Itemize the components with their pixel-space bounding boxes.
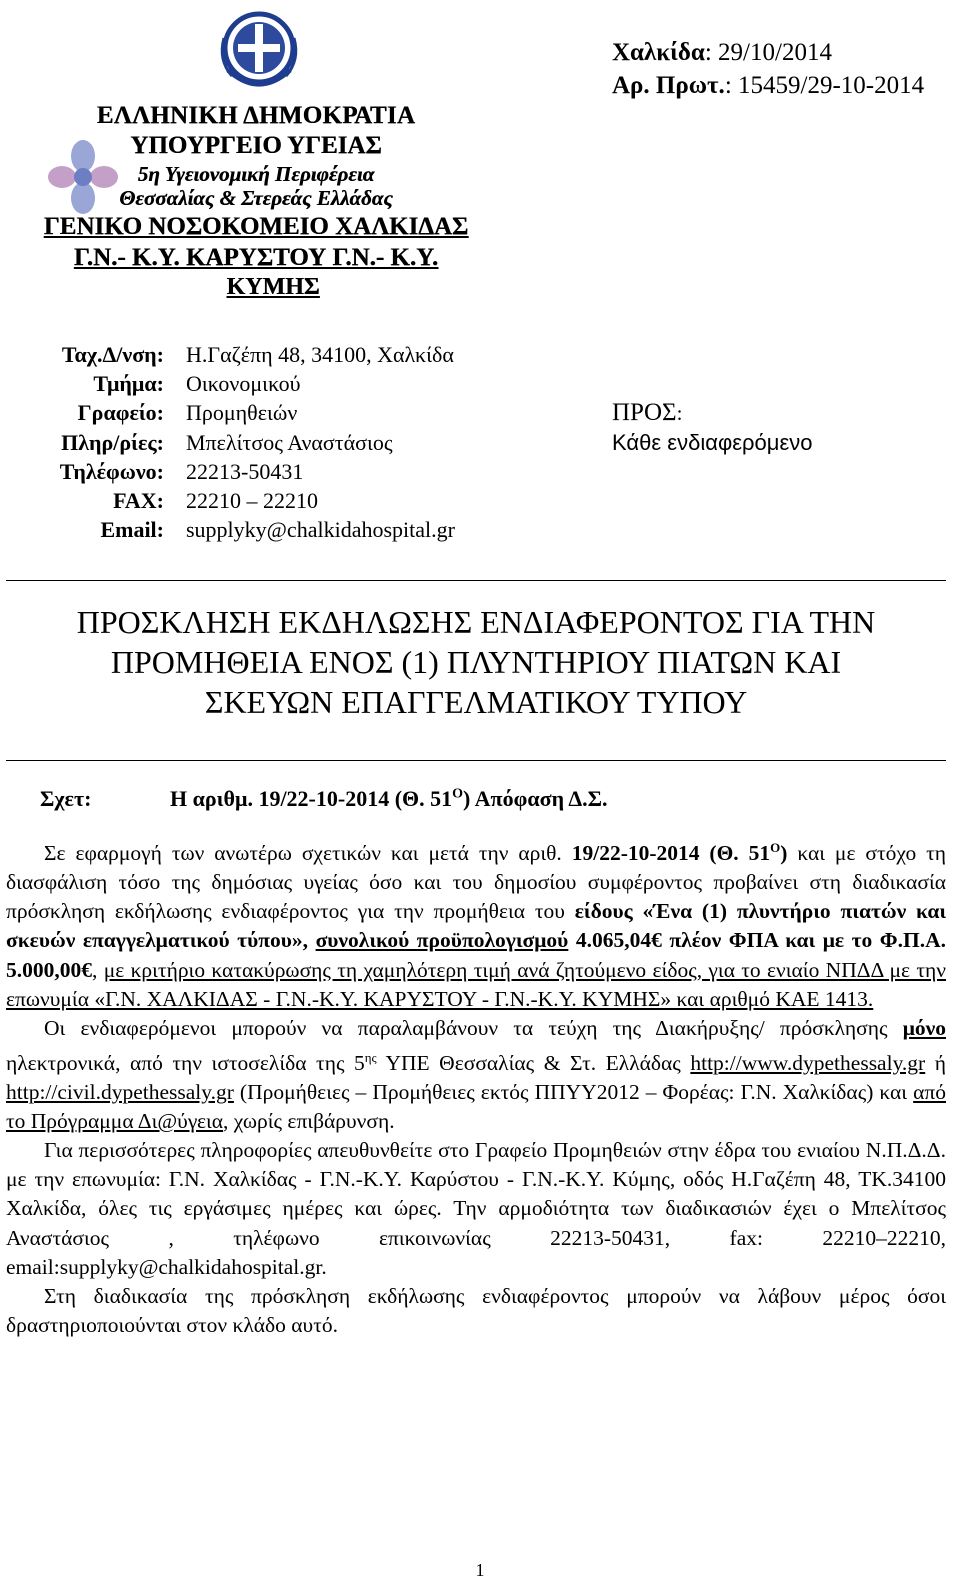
- info-row-email: [14, 515, 455, 544]
- info-row-office: [14, 398, 455, 427]
- reference-superscript: Ο: [452, 786, 464, 802]
- letterhead: [22, 8, 490, 308]
- civil-dypethessaly-link[interactable]: http://civil.dypethessaly.gr: [6, 1080, 234, 1105]
- info-label: Τμήμα:: [93, 371, 164, 397]
- divider-bottom: [6, 760, 946, 761]
- reference-text-end: ) Απόφαση Δ.Σ.: [463, 786, 608, 811]
- date-line: [612, 36, 924, 69]
- info-value: Προμηθειών: [186, 400, 298, 426]
- date-value: : 29/10/2014: [704, 39, 832, 66]
- info-row-phone: [14, 457, 455, 486]
- info-label: Email:: [100, 517, 164, 543]
- info-value: supplyky@chalkidahospital.gr: [186, 517, 455, 543]
- info-value: 22213-50431: [186, 458, 304, 484]
- recipient-title: [612, 397, 812, 429]
- subject-line-2: ΠΡΟΜΗΘΕΙΑ ΕΝΟΣ (1) ΠΛΥΝΤΗΡΙΟΥ ΠΙΑΤΩΝ ΚΑΙ: [110, 644, 842, 680]
- info-value: 22210 – 22210: [186, 488, 318, 514]
- reference-text: Η αριθμ. 19/22-10-2014 (Θ. 51: [170, 786, 453, 811]
- info-label: FAX:: [113, 488, 164, 514]
- protocol-line: [612, 69, 924, 102]
- info-label: Ταχ.Δ/νση:: [61, 342, 164, 367]
- p1-decision-close: ): [780, 841, 788, 866]
- date-block: [612, 36, 924, 102]
- p2-text-5: , χωρίς επιβάρυνση.: [223, 1109, 395, 1134]
- paragraph-4: Στη διαδικασία της πρόσκληση εκδήλωσης ενδιαφέροντος μπορούν να λάβουν μέρος όσοι δραστηριοποιούνται στον κλάδο αυτό.: [6, 1283, 946, 1337]
- paragraph-2: [6, 1014, 946, 1137]
- info-value: Η.Γαζέπη 48, 34100, Χαλκίδα: [186, 342, 454, 367]
- subject-line-1: ΠΡΟΣΚΛΗΣΗ ΕΚΔΗΛΩΣΗΣ ΕΝΔΙΑΦΕΡΟΝΤΟΣ ΓΙΑ ΤΗΝ: [76, 604, 876, 640]
- subject-line-3: ΣΚΕΥΩΝ ΕΠΑΓΓΕΛΜΑΤΙΚΟΥ ΤΥΠΟΥ: [204, 684, 748, 720]
- info-value: Μπελίτσος Αναστάσιος: [186, 429, 393, 455]
- paragraph-3: Για περισσότερες πληροφορίες απευθυνθείτε στο Γραφείο Προμηθειών στην έδρα του ενιαίου Ν.Π.Δ.Δ. με την επωνυμία: Γ.Ν. Χαλκίδας - Γ.Ν.-Κ.Υ. Καρύστου - Γ.Ν.-Κ.Υ. Κύμης, οδός Η.Γαζέπη 48, ΤΚ.34100 Χαλκίδα, όλες τις εργάσιμες ημέρες και ώρες. Την αρμοδιότητα των διαδικασιών έχει ο Μπελίτσος Αναστάσιος , τηλέφωνο επικοινωνίας 22213-50431, fax: 22210–22210, email:supplyky@chalkidahospital.gr.: [6, 1138, 946, 1279]
- info-row-fax: [14, 486, 455, 515]
- p2-text: Οι ενδιαφερόμενοι μπορούν να παραλαμβάνουν τα τεύχη της Διακήρυξης/ πρόσκλησης: [44, 1015, 903, 1040]
- p1-budget-value: 4.065,04€ πλέον ΦΠΑ και με το Φ.Π.Α. 5.000,00€: [6, 928, 946, 982]
- info-label: Τηλέφωνο:: [59, 458, 164, 484]
- p1-text: Σε εφαρμογή των ανωτέρω σχετικών και μετά την αριθ.: [44, 841, 572, 866]
- reference-label: Σχετ:: [40, 786, 92, 811]
- info-value: Οικονομικού: [186, 371, 301, 397]
- p2-text-4: (Προμήθειες – Προμήθειες εκτός ΠΠΥΥ2012 – Φορέας: Γ.Ν. Χαλκίδας) και: [233, 1080, 914, 1105]
- recipient-name: Κάθε ενδιαφερόμενο: [612, 430, 813, 455]
- letterhead-region: 5η Υγειονομική Περιφέρεια: [137, 162, 375, 186]
- protocol-label: Αρ. Πρωτ.: [612, 72, 725, 99]
- p1-criterion: με κριτήριο κατακύρωσης τη χαμηλότερη τιμή ανά ζητούμενο είδος, για το ενιαίο ΝΠΔΔ με την επωνυμία «Γ.Ν. ΧΑΛΚΙΔΑΣ - Γ.Ν.-Κ.Υ. ΚΑΡΥΣΤΟΥ - Γ.Ν.-Κ.Υ. ΚΥΜΗΣ» και αριθμό ΚΑΕ 1413.: [6, 957, 947, 1011]
- protocol-value: : 15459/29-10-2014: [724, 72, 925, 99]
- sender-info: [14, 340, 455, 544]
- info-label: Πληρ/ρίες:: [61, 429, 164, 455]
- p2-only: μόνο: [902, 1015, 946, 1040]
- divider-top: [6, 580, 946, 581]
- info-row-contact: [14, 428, 455, 457]
- hellenic-republic-emblem-icon: [214, 8, 304, 94]
- letterhead-hospital: ΓΕΝΙΚΟ ΝΟΣΟΚΟΜΕΙΟ ΧΑΛΚΙΔΑΣ: [43, 213, 469, 240]
- recipient-colon: :: [676, 401, 683, 425]
- p1-decision-sup: Ο: [770, 840, 781, 855]
- letterhead-health-centers: Γ.Ν.- Κ.Υ. ΚΑΡΥΣΤΟΥ Γ.Ν.- Κ.Υ.: [73, 244, 439, 271]
- recipient-label: ΠΡΟΣ: [612, 399, 677, 426]
- p1-comma: ,: [92, 957, 104, 982]
- letterhead-region-area: Θεσσαλίας & Στερεάς Ελλάδας: [119, 186, 393, 210]
- body-text: [6, 833, 946, 1340]
- info-row-department: [14, 369, 455, 398]
- paragraph-1: [6, 833, 946, 1014]
- date-label: Χαλκίδα: [612, 39, 705, 66]
- reference-line: [40, 786, 608, 812]
- p1-item: είδους «Ένα (1) πλυντήριο πιατών και σκευών επαγγελματικού τύπου»,: [6, 899, 946, 953]
- dypethessaly-link[interactable]: http://www.dypethessaly.gr: [690, 1050, 926, 1075]
- p2-diavgeia: από το Πρόγραμμα Δι@ύγεια: [6, 1080, 946, 1134]
- letterhead-ministry: ΥΠΟΥΡΓΕΙΟ ΥΓΕΙΑΣ: [130, 132, 382, 159]
- p1-budget-label: συνολικού προϋπολογισμού: [315, 928, 569, 953]
- subject-heading: [6, 602, 946, 722]
- letterhead-country: ΕΛΛΗΝΙΚΗ ΔΗΜΟΚΡΑΤΙΑ: [96, 102, 416, 129]
- page-number: 1: [475, 1560, 485, 1580]
- p2-text-2: ηλεκτρονικά, από την ιστοσελίδα της 5: [6, 1050, 365, 1075]
- info-row-address: [14, 340, 455, 369]
- info-label: Γραφείο:: [77, 400, 164, 426]
- p1-text-2: και με στόχο τη διασφάλιση τόσο της δημόσιας υγείας όσο και του δημοσίου συμφέροντος προβαίνει στη διαδικασία πρόσκληση εκδήλωσης ενδιαφέροντος για την προμήθεια του: [6, 841, 946, 924]
- p2-sup: ης: [364, 1049, 377, 1065]
- p2-text-3: ΥΠΕ Θεσσαλίας & Στ. Ελλάδας: [376, 1050, 691, 1075]
- p2-or: ή: [925, 1050, 947, 1075]
- letterhead-kymi: ΚΥΜΗΣ: [226, 274, 320, 300]
- recipient-block: [612, 397, 812, 457]
- p1-decision: 19/22-10-2014 (Θ. 51: [571, 841, 771, 866]
